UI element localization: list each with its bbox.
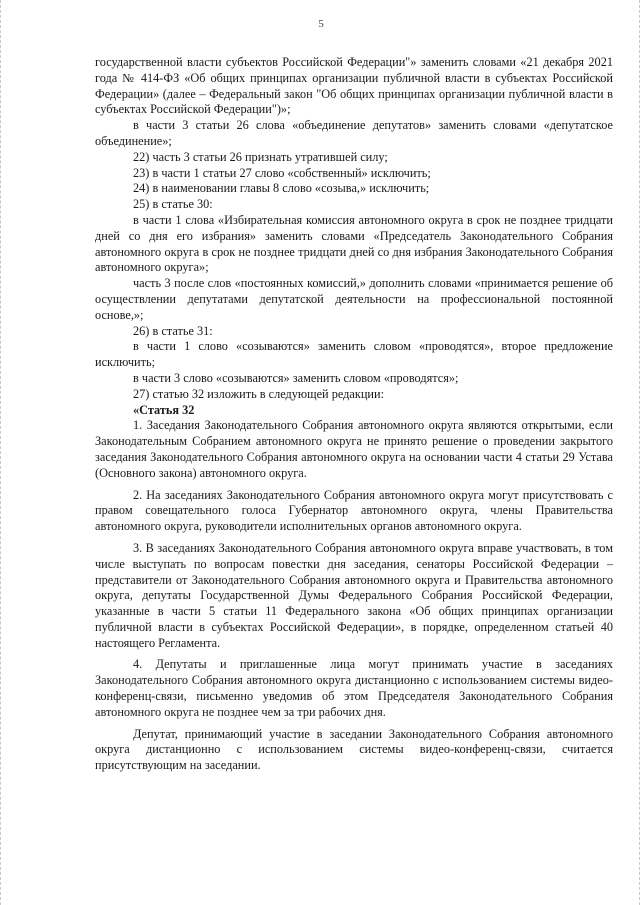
paragraph: в части 1 слово «созываются» заменить словом «проводятся», второе предложение исключить; [95,339,613,370]
paragraph: «Статья 32 [133,402,195,417]
paragraph: государственной власти субъектов Российской Федерации"» заменить словами «21 декабря 2021 года № 414-ФЗ «Об общих принципах организации публичной власти в субъектах Российской Федерации» (далее – Федеральный закон "Об общих принципах организации публичной власти в субъектах Российской Федерации")»; [95,55,613,117]
paragraph: в части 3 статьи 26 слова «объединение депутатов» заменить словами «депутатское объединение»; [95,118,613,148]
paragraph: 23) в части 1 статьи 27 слово «собственный» исключить; [133,165,431,180]
paragraph: 24) в наименовании главы 8 слово «созыва,» исключить; [133,181,430,196]
paragraph: 22) часть 3 статьи 26 признать утратившей силу; [133,149,388,164]
paragraph: 26) в статье 31: [133,323,213,338]
paragraph: Депутат, принимающий участие в заседании Законодательного Собрания автономного округа дистанционно с использованием системы видео-конференц-связи, считается присутствующим на заседании. [95,726,613,773]
document-body [95,55,613,774]
paragraph: 3. В заседаниях Законодательного Собрания автономного округа вправе участвовать, в том числе выступать по вопросам повестки дня заседания, сенаторы Российской Федерации – представители от Законодательного Собрания автономного округа и Правительства автономного округа, депутаты Государственной Думы Федерального Собрания Российской Федерации, указанные в части 5 статьи 11 Федерального закона «Об общих принципах организации публичной власти в субъектах Российской Федерации», в порядке, определенном статьей 40 настоящего Регламента. [95,540,613,650]
paragraph: 2. На заседаниях Законодательного Собрания автономного округа могут присутствовать с правом совещательного голоса Губернатор автономного округа, члены Правительства автономного округа, руководители исполнительных органов автономного округа. [95,487,613,534]
paragraph: 4. Депутаты и приглашенные лица могут принимать участие в заседаниях Законодательного Собрания автономного округа дистанционно с использованием системы видео-конференц-связи, письменно уведомив об этом Председателя Законодательного Собрания автономного округа не позднее чем за три рабочих дня. [95,657,613,719]
paragraph: 27) статью 32 изложить в следующей редакции: [133,386,384,401]
page-number: 5 [318,18,324,30]
paragraph: в части 1 слова «Избирательная комиссия автономного округа в срок не позднее тридцати дней со дня его избрания» заменить словами «Председатель Законодательного Собрания автономного округа в срок не позднее тридцати дней со дня избрания Законодательного Собрания автономного округа»; [95,212,613,275]
paragraph: в части 3 слово «созываются» заменить словом «проводятся»; [133,370,459,385]
paragraph: 25) в статье 30: [133,197,213,212]
paragraph: 1. Заседания Законодательного Собрания автономного округа являются открытыми, если Законодательным Собранием автономного округа не принято решение о проведении закрытого заседания Законодательного Собрания автономного округа на основании части 4 статьи 29 Устава (Основного закона) автономного округа. [95,418,613,480]
paragraph: часть 3 после слов «постоянных комиссий,» дополнить словами «принимается решение об осуществлении депутатами депутатской деятельности на профессиональной постоянной основе,»; [95,276,613,322]
